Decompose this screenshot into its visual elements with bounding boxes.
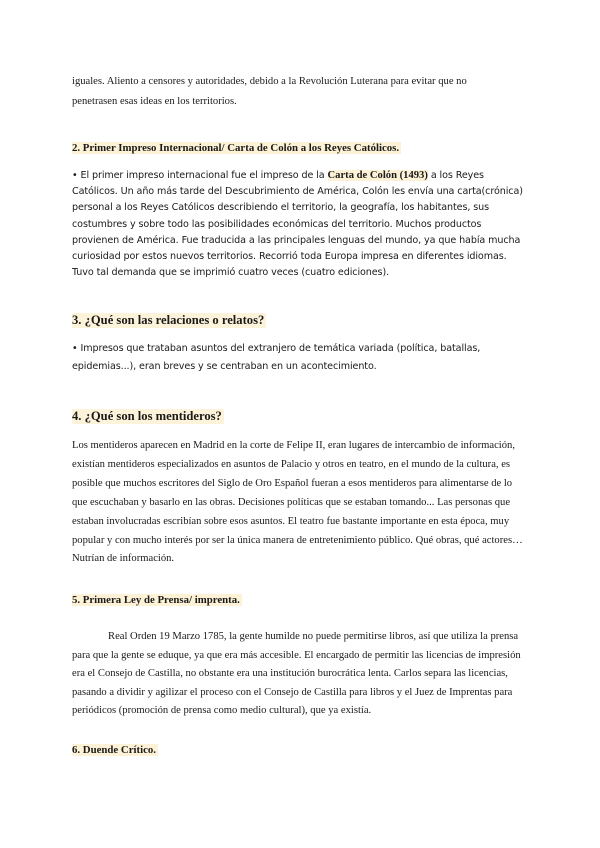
section-2-bold-title: Carta de Colón (1493) (327, 170, 428, 181)
section-4-body: Los mentideros aparecen en Madrid en la corte de Felipe II, eran lugares de intercambio de información, existían mentideros especializados en asuntos de Palacio y otros en teatro, en el mundo de la cultura, es posible que muchos escritores del Siglo de Oro Español fueran a esos mentideros para alimentarse de lo que escuchaban y basarlo en las obras. Decisiones políticas que se estaban tomando... Las personas que estaban involucradas escribían sobre esos asuntos. El teatro fue bastante importante en esta época, muy popular y con mucho interés por ser la única manera de entretenimiento público. Qué obras, qué actores… Nutrían de información. (72, 440, 523, 565)
section-4-heading: 4. ¿Qué son los mentideros? (72, 409, 222, 423)
section-2-text-rest: a los Reyes Católicos. Un año más tarde del Descubrimiento de América, Colón les envía una carta(crónica) personal a los Reyes Católicos describiendo el territorio, la geografía, los habitantes, sus costumbres y sobre todo las posibilidades económicas del territorio. Muchos productos provienen de América. Fue traducida a las principales lenguas del mundo, ya que había mucha curiosidad por estos nuevos territorios. Recorrió toda Europa impresa en diferentes idiomas. Tuvo tal demanda que se imprimió cuatro veces (cuatro ediciones). (72, 170, 523, 279)
section-2-body (72, 168, 528, 281)
section-3-body: • Impresos que trataban asuntos del extranjero de temática variada (política, batallas, epidemias...), eran breves y se centraban en un acontecimiento. (72, 343, 481, 372)
section-5-heading: 5. Primera Ley de Prensa/ imprenta. (72, 594, 240, 606)
section-2-text-start: • El primer impreso internacional fue el impreso de la (72, 170, 328, 181)
intro-paragraph (72, 72, 528, 112)
section-3-heading: 3. ¿Qué son las relaciones o relatos? (72, 313, 265, 327)
section-6-heading: 6. Duende Crítico. (72, 744, 156, 756)
intro-line-1: iguales. Aliento a censores y autoridades, debido a la Revolución Luterana para evitar que no (72, 76, 467, 87)
intro-line-2: penetrasen esas ideas en los territorios. (72, 96, 237, 107)
section-2-heading: 2. Primer Impreso Internacional/ Carta de Colón a los Reyes Católicos. (72, 142, 400, 154)
section-5-text: Real Orden 19 Marzo 1785, la gente humilde no puede permitirse libros, así que utiliza la prensa para que la gente se eduque, ya que era más accesible. El encargado de permitir las licencias de impresión era el Consejo de Castilla, no obstante era una institución burocrática lenta. Carlos separa las licencias, pasando a dividir y agilizar el proceso con el Consejo de Castilla para libros y el Juez de Imprentas para periódicos (promoción de prensa como medio cultural), que ya existía. (72, 631, 521, 716)
section-5-body (72, 628, 528, 721)
